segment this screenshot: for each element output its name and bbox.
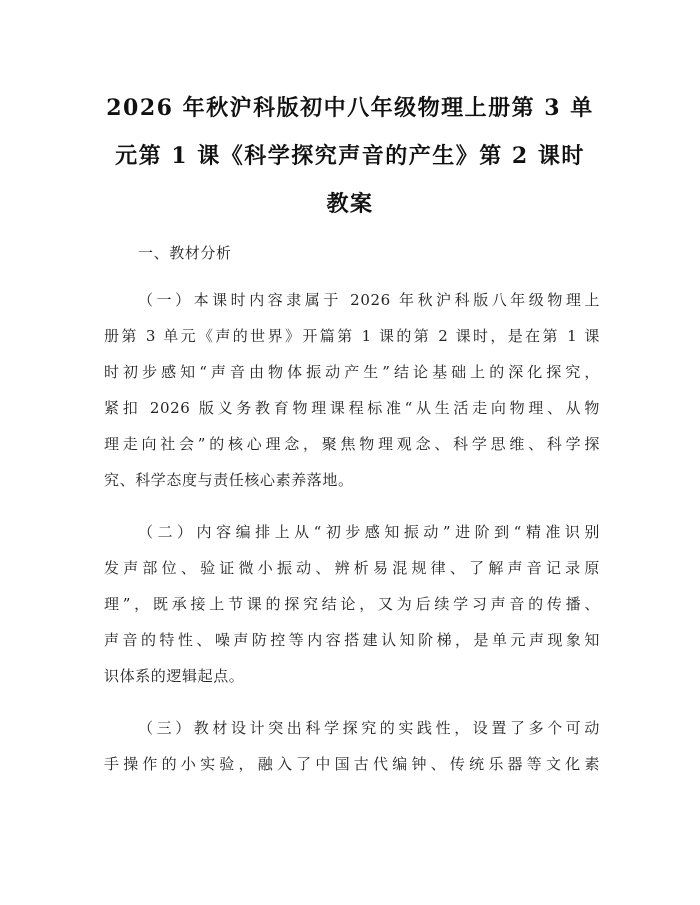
paragraph-line: （二）内容编排上从“初步感知振动”进阶到“精准识别	[138, 523, 600, 541]
paragraph-line: （三）教材设计突出科学探究的实践性，设置了多个可动	[138, 719, 600, 737]
document-body	[104, 236, 600, 798]
paragraph-line: 紧扣 2026 版义务教育物理课程标准“从生活走向物理、从物	[104, 399, 600, 417]
paragraph-line: 时初步感知“声音由物体振动产生”结论基础上的深化探究，	[104, 363, 600, 381]
paragraph	[104, 710, 600, 782]
paragraph-line: 手操作的小实验，融入了中国古代编钟、传统乐器等文化素	[104, 755, 600, 773]
paragraph-line: 究、科学态度与责任核心素养落地。	[104, 471, 354, 489]
paragraph-line: 发声部位、验证微小振动、辨析易混规律、了解声音记录原	[104, 559, 600, 577]
document-title	[92, 84, 608, 228]
paragraph-line: 识体系的逻辑起点。	[104, 667, 245, 685]
paragraph-line: 册第 3 单元《声的世界》开篇第 1 课的第 2 课时，是在第 1 课	[104, 327, 600, 345]
paragraph	[104, 514, 600, 694]
title-line: 元第 1 课《科学探究声音的产生》第 2 课时	[115, 143, 585, 169]
paragraph-line: 声音的特性、噪声防控等内容搭建认知阶梯，是单元声现象知	[104, 631, 600, 649]
paragraph-line: 理”，既承接上节课的探究结论，又为后续学习声音的传播、	[104, 595, 600, 613]
paragraph-line: 理走向社会”的核心理念，聚焦物理观念、科学思维、科学探	[104, 435, 600, 453]
paragraph	[104, 282, 600, 498]
section-heading: 一、教材分析	[138, 244, 232, 262]
paragraph-line: （一）本课时内容隶属于 2026 年秋沪科版八年级物理上	[138, 291, 600, 309]
title-line: 教案	[326, 191, 374, 217]
title-line: 2026 年秋沪科版初中八年级物理上册第 3 单	[106, 95, 594, 121]
